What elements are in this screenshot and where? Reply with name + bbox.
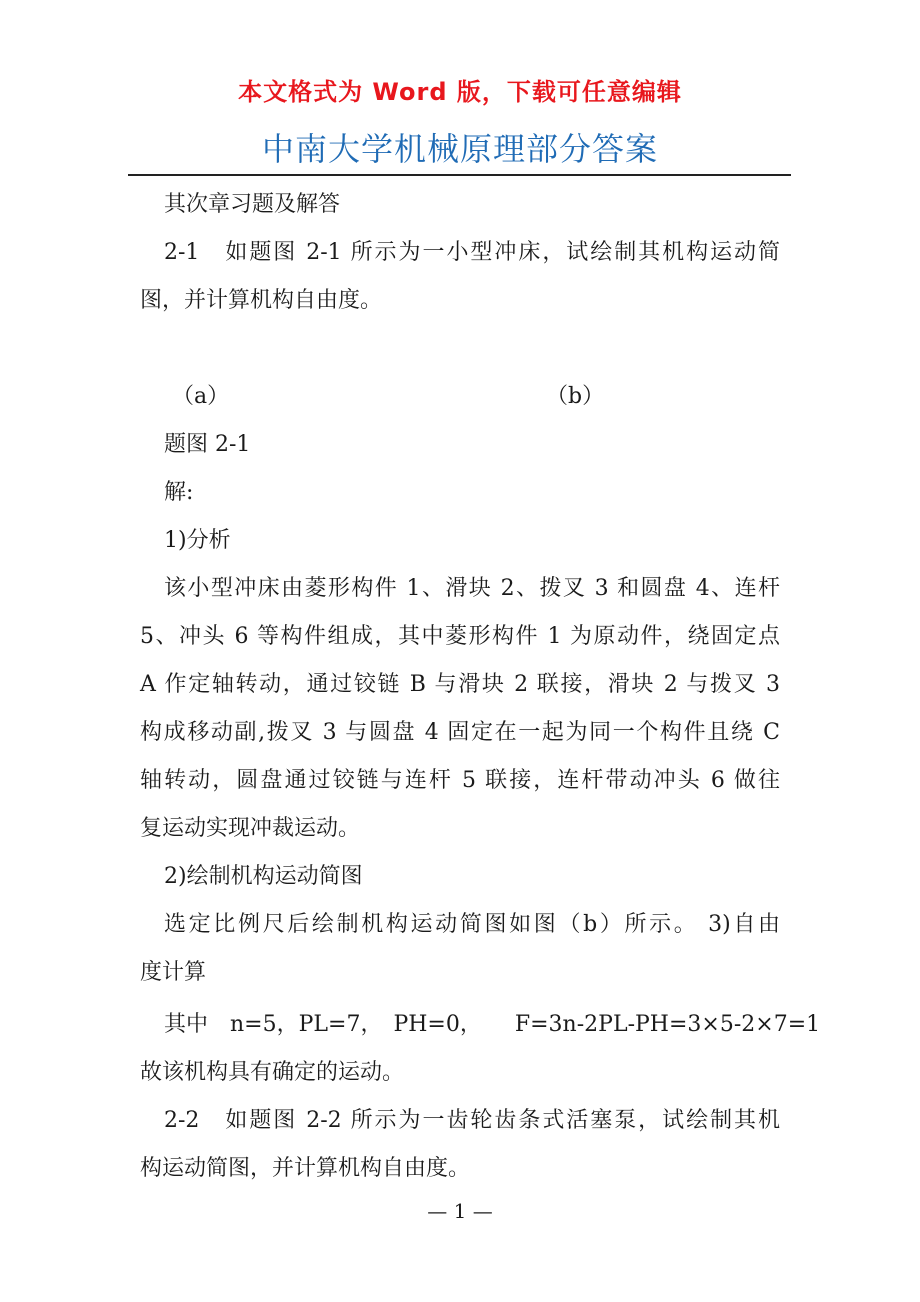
question-2-2-line2: 构运动简图，并计算机构自由度。 bbox=[140, 1156, 471, 1181]
analysis-line-1: 该小型冲床由菱形构件 1、滑块 2、拨叉 3 和圆盘 4、连杆 bbox=[164, 576, 780, 601]
figure-caption: 题图 2-1 bbox=[164, 432, 251, 457]
format-banner: 本文格式为 Word 版，下载可任意编辑 bbox=[238, 78, 682, 106]
analysis-line-4: 构成移动副,拨叉 3 与圆盘 4 固定在一起为同一个构件且绕 C bbox=[140, 720, 780, 745]
conclusion-line: 故该机构具有确定的运动。 bbox=[140, 1060, 405, 1085]
step-2-heading: 2)绘制机构运动简图 bbox=[164, 864, 363, 889]
solution-label: 解: bbox=[164, 480, 194, 505]
chapter-heading: 其次章习题及解答 bbox=[164, 192, 341, 217]
question-2-1-line2: 图，并计算机构自由度。 bbox=[140, 288, 383, 313]
analysis-line-5: 轴转动，圆盘通过铰链与连杆 5 联接，连杆带动冲头 6 做往 bbox=[140, 768, 780, 793]
analysis-line-6: 复运动实现冲裁运动。 bbox=[140, 816, 361, 841]
drawing-line-1: 选定比例尺后绘制机构运动简图如图（b）所示。 3)自由 bbox=[164, 912, 780, 937]
question-2-2-line1: 2-2 如题图 2-2 所示为一齿轮齿条式活塞泵，试绘制其机 bbox=[164, 1108, 780, 1133]
analysis-line-3: A 作定轴转动，通过铰链 B 与滑块 2 联接，滑块 2 与拨叉 3 bbox=[140, 672, 780, 697]
header-rule bbox=[128, 174, 791, 176]
analysis-line-2: 5、冲头 6 等构件组成，其中菱形构件 1 为原动件，绕固定点 bbox=[140, 624, 780, 649]
page-number: — 1 — bbox=[427, 1199, 493, 1223]
dof-calculation: 其中 n=5，PL=7， PH=0， F=3n-2PL-PH=3×5-2×7=1 bbox=[164, 1012, 821, 1037]
step-1-heading: 1)分析 bbox=[164, 528, 231, 553]
question-2-1-line1: 2-1 如题图 2-1 所示为一小型冲床，试绘制其机构运动简 bbox=[164, 240, 780, 265]
figure-label-a: （a） bbox=[172, 384, 230, 409]
drawing-line-2: 度计算 bbox=[140, 960, 207, 985]
figure-label-b: （b） bbox=[546, 384, 605, 409]
document-title: 中南大学机械原理部分答案 bbox=[261, 130, 658, 168]
